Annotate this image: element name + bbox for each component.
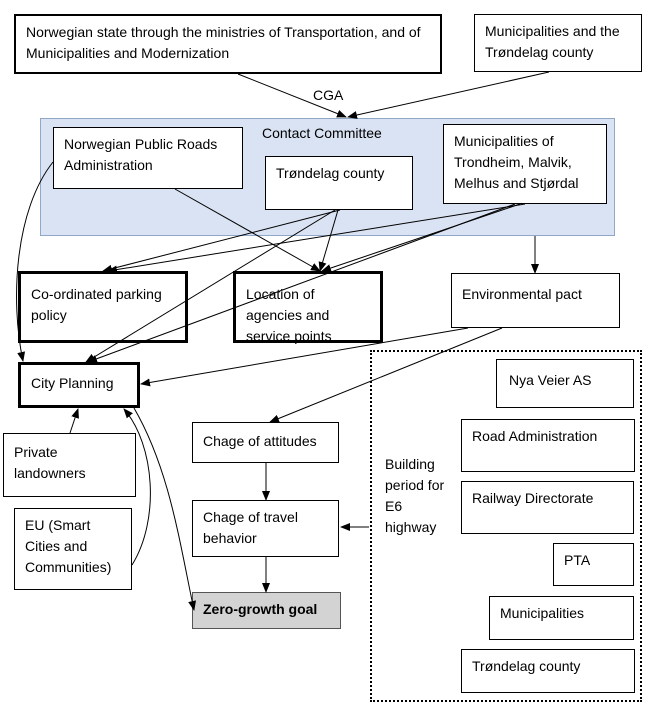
edge-munic-parking <box>108 204 525 271</box>
attitudes-box: Chage of attitudes <box>192 422 339 463</box>
edge-state-committee <box>238 74 346 117</box>
environmental-pact-box: Environmental pact <box>451 273 620 328</box>
nya-veier-box: Nya Veier AS <box>496 359 634 408</box>
trondelag-county-box: Trøndelag county <box>265 156 413 210</box>
edge-munic-cityplanning <box>88 204 515 362</box>
private-landowners-box: Private landowners <box>3 433 136 497</box>
state-box: Norwegian state through the ministries of Transportation, and of Municipalities and Modernization <box>14 14 442 74</box>
municipalities-box: Municipalities <box>489 596 634 640</box>
eu-box: EU (Smart Cities and Communities) <box>14 508 132 590</box>
parking-policy-box: Co-ordinated parking policy <box>18 271 188 343</box>
contact-committee-label: Contact Committee <box>262 125 382 141</box>
edge-cityplanning-zerogrowth <box>134 408 194 610</box>
edge-npra-cityplanning <box>17 162 53 361</box>
zero-growth-box: Zero-growth goal <box>192 592 341 629</box>
edge-landowners-cityplanning <box>70 409 78 433</box>
edge-envpact-cityplanning <box>141 328 468 384</box>
building-period-label: Building period for E6 highway <box>385 456 445 535</box>
road-admin-box: Road Administration <box>461 419 635 472</box>
edge-municipalities-committee <box>348 72 549 117</box>
agencies-box: Location of agencies and service points <box>233 271 383 343</box>
edge-county-cityplanning <box>86 210 335 362</box>
railway-box: Railway Directorate <box>461 481 634 534</box>
npra-box: Norwegian Public Roads Administration <box>53 127 243 189</box>
municipalities-of-box: Municipalities of Trondheim, Malvik, Melhus and Stjørdal <box>443 124 607 204</box>
cga-label: CGA <box>313 87 344 103</box>
travel-behavior-box: Chage of travel behavior <box>192 500 339 557</box>
edge-munic-agencies <box>322 204 520 271</box>
edge-county-agencies <box>320 210 338 271</box>
municipalities-county-box: Municipalities and the Trøndelag county <box>474 14 642 72</box>
pta-box: PTA <box>553 543 634 586</box>
city-planning-box: City Planning <box>18 362 140 408</box>
edge-npra-agencies <box>175 189 320 271</box>
trondelag-county-2-box: Trøndelag county <box>461 649 635 693</box>
